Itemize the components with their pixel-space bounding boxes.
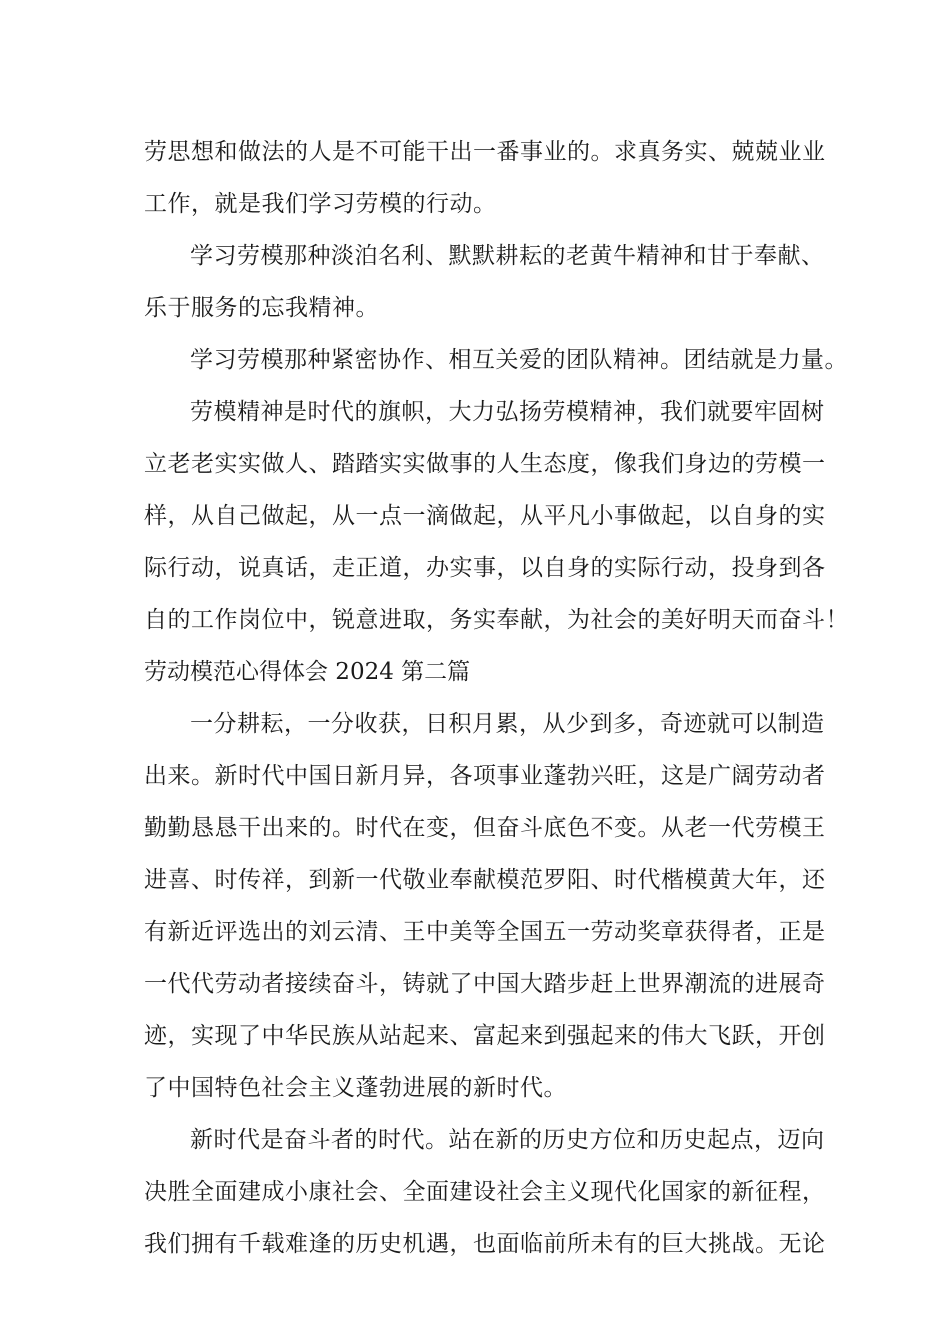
paragraph-start-line: 劳模精神是时代的旗帜，大力弘扬劳模精神，我们就要牢固树	[190, 399, 825, 425]
text-line: 进喜、时传祥，到新一代敬业奉献模范罗阳、时代楷模黄大年，还	[144, 867, 826, 893]
text-line: 立老老实实做人、踏踏实实做事的人生态度，像我们身边的劳模一	[144, 451, 826, 477]
paragraph-start-line: 一分耕耘，一分收获，日积月累，从少到多，奇迹就可以制造	[190, 711, 825, 737]
text-line: 乐于服务的忘我精神。	[144, 295, 379, 321]
paragraph-start-line: 新时代是奋斗者的时代。站在新的历史方位和历史起点，迈向	[190, 1127, 825, 1153]
text-line: 出来。新时代中国日新月异，各项事业蓬勃兴旺，这是广阔劳动者	[144, 763, 826, 789]
text-line: 有新近评选出的刘云清、王中美等全国五一劳动奖章获得者，正是	[144, 919, 826, 945]
section-heading: 劳动模范心得体会 2024 第二篇	[144, 659, 471, 685]
text-line: 自的工作岗位中，锐意进取，务实奉献，为社会的美好明天而奋斗！	[144, 607, 849, 633]
text-line: 决胜全面建成小康社会、全面建设社会主义现代化国家的新征程，	[144, 1179, 826, 1205]
text-line: 劳思想和做法的人是不可能干出一番事业的。求真务实、兢兢业业	[144, 139, 826, 165]
text-line: 际行动，说真话，走正道，办实事，以自身的实际行动，投身到各	[144, 555, 826, 581]
text-line: 工作，就是我们学习劳模的行动。	[144, 191, 497, 217]
paragraph-start-line: 学习劳模那种紧密协作、相互关爱的团队精神。团结就是力量。	[190, 347, 848, 373]
text-line: 一代代劳动者接续奋斗，铸就了中国大踏步赶上世界潮流的进展奇	[144, 971, 826, 997]
text-line: 迹，实现了中华民族从站起来、富起来到强起来的伟大飞跃，开创	[144, 1023, 826, 1049]
text-line: 了中国特色社会主义蓬勃进展的新时代。	[144, 1075, 567, 1101]
text-line: 样，从自己做起，从一点一滴做起，从平凡小事做起，以自身的实	[144, 503, 826, 529]
paragraph-start-line: 学习劳模那种淡泊名利、默默耕耘的老黄牛精神和甘于奉献、	[190, 243, 825, 269]
text-line: 我们拥有千载难逢的历史机遇，也面临前所未有的巨大挑战。无论	[144, 1231, 826, 1257]
document-body	[144, 126, 849, 1270]
text-line: 勤勤恳恳干出来的。时代在变，但奋斗底色不变。从老一代劳模王	[144, 815, 826, 841]
